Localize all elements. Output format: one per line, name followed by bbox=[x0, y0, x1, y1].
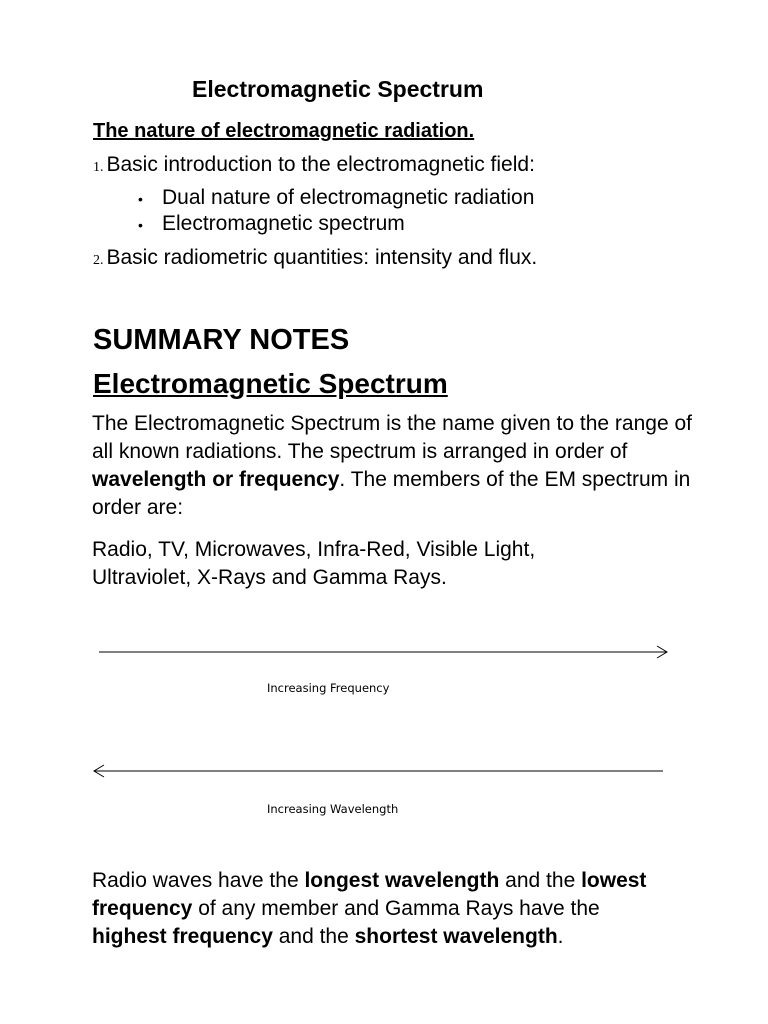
nature-subheading: The nature of electromagnetic radiation. bbox=[93, 120, 475, 142]
bullet-item-text: Dual nature of electromagnetic radiation bbox=[162, 186, 535, 209]
closing-bold: shortest wavelength bbox=[354, 925, 558, 948]
intro-text: The Electromagnetic Spectrum is the name given to the range of all known radiations. The spectrum is arranged in order of bbox=[92, 412, 692, 463]
wavelength-arrow-label: Increasing Wavelength bbox=[267, 802, 399, 816]
closing-text: and the bbox=[272, 925, 355, 948]
closing-text: of any member and Gamma Rays have the bbox=[192, 897, 600, 920]
frequency-arrow bbox=[99, 646, 667, 658]
document-title: Electromagnetic Spectrum bbox=[192, 76, 484, 102]
frequency-arrow-label: Increasing Frequency bbox=[267, 681, 390, 695]
closing-text: . bbox=[557, 925, 564, 948]
outline-item-1-text: Basic introduction to the electromagnetic field: bbox=[106, 153, 535, 176]
summary-heading: SUMMARY NOTES bbox=[93, 324, 350, 356]
bullet-icon: • bbox=[138, 191, 143, 207]
wavelength-arrow bbox=[94, 765, 663, 777]
bullet-item-text: Electromagnetic spectrum bbox=[162, 212, 405, 235]
closing-text: Radio waves have the bbox=[92, 869, 305, 892]
closing-text: and the bbox=[499, 869, 582, 892]
bullet-icon: • bbox=[138, 217, 143, 233]
intro-bold: wavelength or frequency bbox=[92, 468, 340, 491]
closing-bold: longest wavelength bbox=[304, 869, 500, 892]
outline-item-2-text: Basic radiometric quantities: intensity and flux. bbox=[106, 246, 538, 269]
outline-item-1-number: 1. bbox=[93, 160, 104, 175]
intro-text: . The members of the EM spectrum in order are: bbox=[92, 468, 691, 519]
closing-paragraph bbox=[92, 867, 652, 951]
closing-bold: lowest frequency bbox=[92, 869, 647, 920]
members-paragraph: Radio, TV, Microwaves, Infra-Red, Visible Light, Ultraviolet, X-Rays and Gamma Rays. bbox=[92, 538, 536, 589]
closing-bold: highest frequency bbox=[92, 925, 273, 948]
outline-item-2-number: 2. bbox=[93, 253, 104, 268]
section-heading: Electromagnetic Spectrum bbox=[93, 368, 448, 399]
